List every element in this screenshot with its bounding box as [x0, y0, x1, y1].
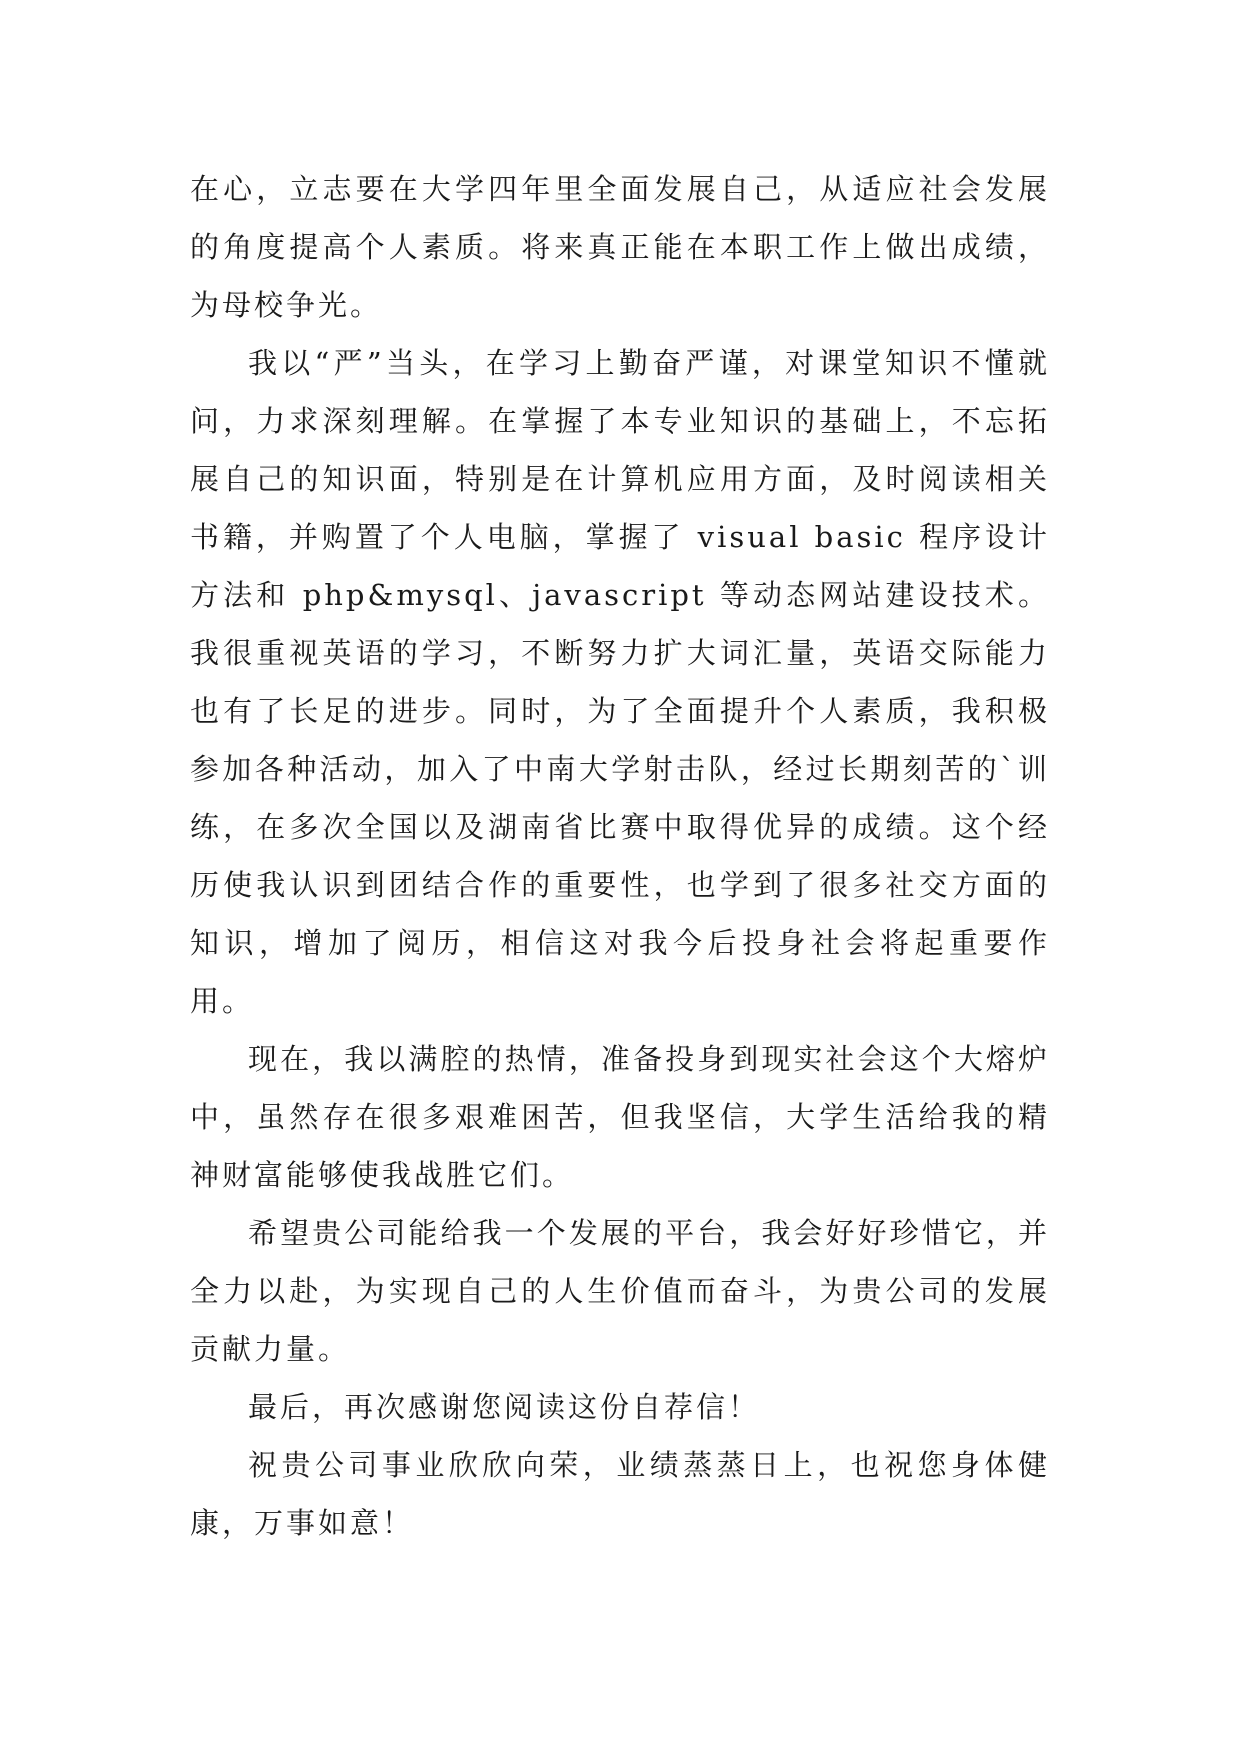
- paragraph-hope: 希望贵公司能给我一个发展的平台，我会好好珍惜它，并全力以赴，为实现自己的人生价值而奋斗，为贵公司的发展贡献力量。: [190, 1216, 1050, 1366]
- paragraph-now: 现在，我以满腔的热情，准备投身到现实社会这个大熔炉中，虽然存在很多艰难困苦，但我坚信，大学生活给我的精神财富能够使我战胜它们。: [190, 1042, 1050, 1192]
- paragraph-study: 我以“严”当头，在学习上勤奋严谨，对课堂知识不懂就问，力求深刻理解。在掌握了本专业知识的基础上，不忘拓展自己的知识面，特别是在计算机应用方面，及时阅读相关书籍，并购置了个人电脑，掌握了 visual basic 程序设计方法和 php&mysql、javascript 等动态网站建设技术。我很重视英语的学习，不断努力扩大词汇量，英语交际能力也有了长足的进步。同时，为了全面提升个人素质，我积极参加各种活动，加入了中南大学射击队，经过长期刻苦的`训练，在多次全国以及湖南省比赛中取得优异的成绩。这个经历使我认识到团结合作的重要性，也学到了很多社交方面的知识，增加了阅历，相信这对我今后投身社会将起重要作用。: [190, 346, 1050, 1018]
- paragraph-thanks: 最后，再次感谢您阅读这份自荐信！: [248, 1390, 761, 1424]
- letter-body: [190, 160, 1050, 1552]
- paragraph-intro-continuation: 在心，立志要在大学四年里全面发展自己，从适应社会发展的角度提高个人素质。将来真正能在本职工作上做出成绩，为母校争光。: [190, 172, 1050, 322]
- paragraph-wishes: 祝贵公司事业欣欣向荣，业绩蒸蒸日上，也祝您身体健康，万事如意！: [190, 1448, 1050, 1540]
